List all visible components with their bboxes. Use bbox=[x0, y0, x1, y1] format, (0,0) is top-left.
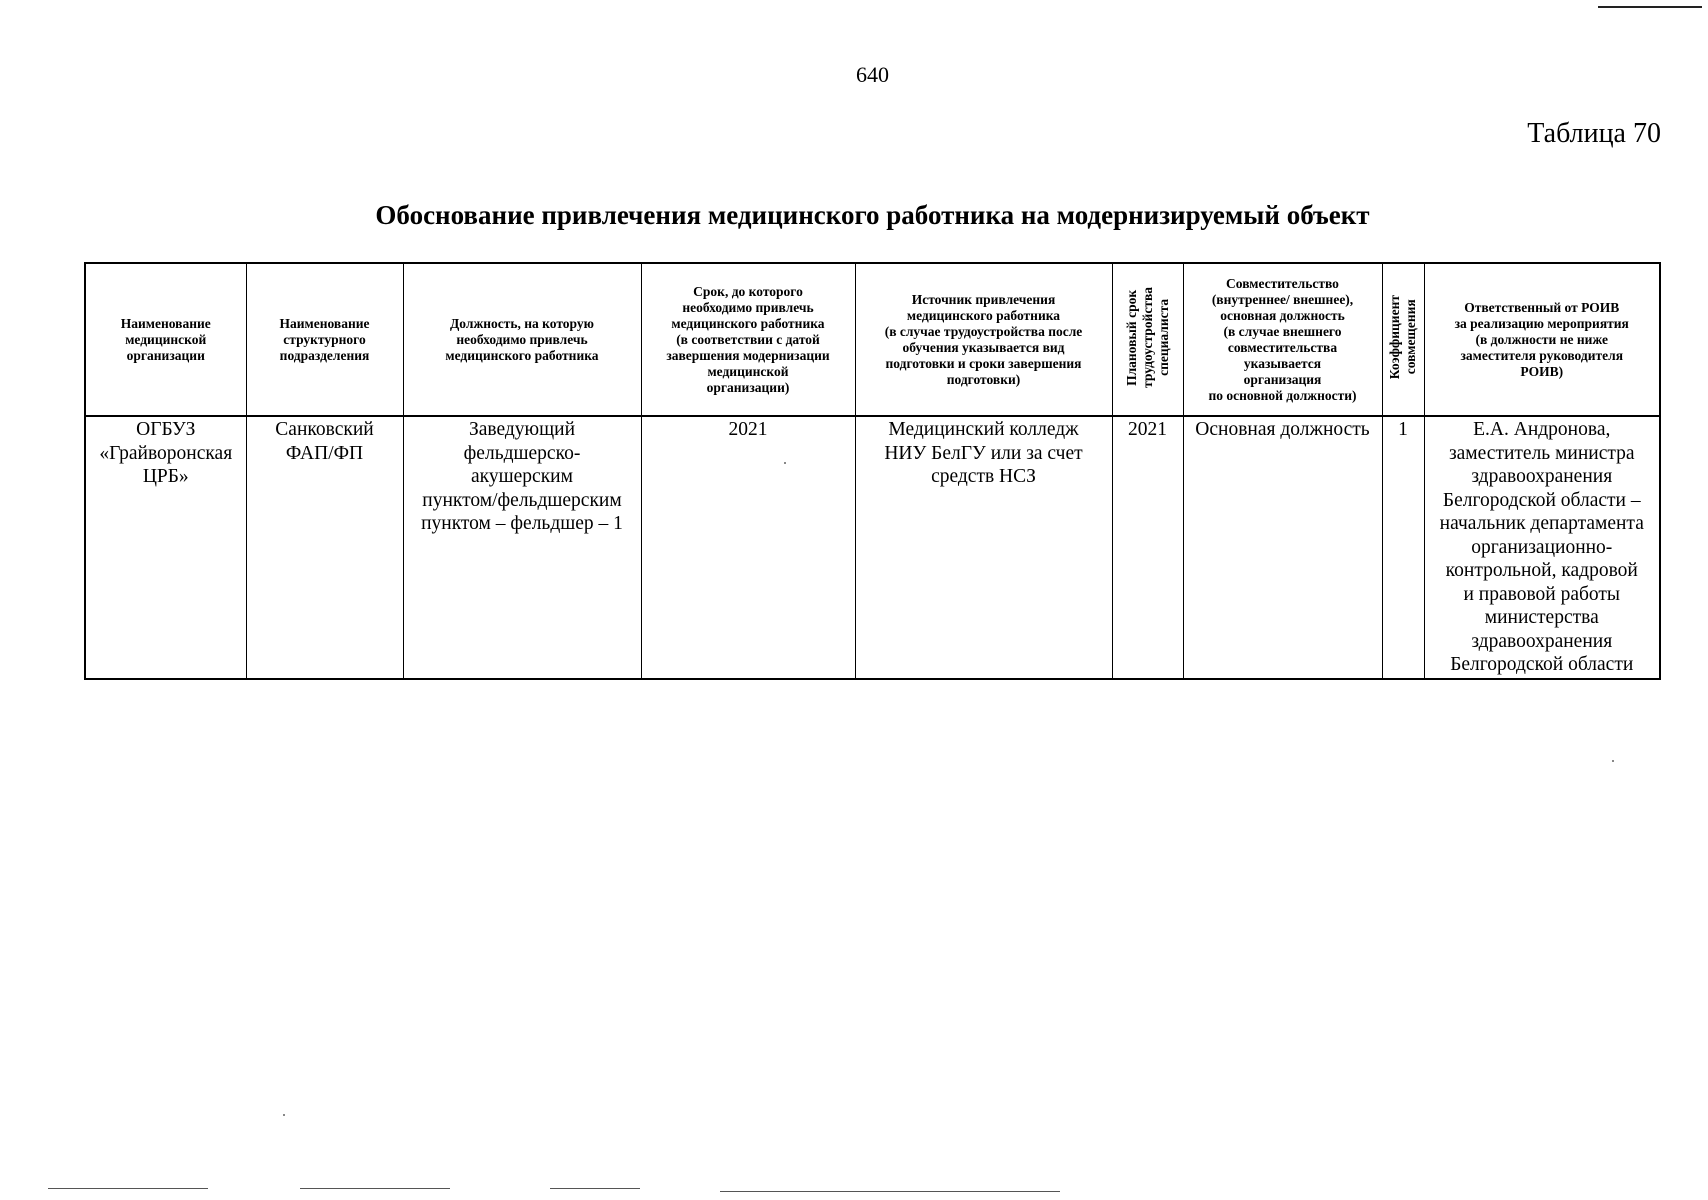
cell-deadline: 2021 bbox=[641, 416, 855, 679]
header-responsible: Ответственный от РОИВ за реализацию мероприятия (в должности не ниже заместителя руководителя РОИВ) bbox=[1424, 263, 1660, 416]
header-deadline: Срок, до которого необходимо привлечь медицинского работника (в соответствии с датой завершения модернизации медицинской организации) bbox=[641, 263, 855, 416]
table-label: Таблица 70 bbox=[1527, 118, 1661, 149]
header-part-time: Совместительство (внутреннее/ внешнее), основная должность (в случае внешнего совместительства указывается организация по основной должности) bbox=[1183, 263, 1382, 416]
scan-speck bbox=[283, 1114, 285, 1116]
cell-responsible: Е.А. Андронова, заместитель министра здравоохранения Белгородской области – начальник департамента организационно- контрольной, кадровой и правовой работы министерства здравоохранения Белгородской области bbox=[1424, 416, 1660, 679]
scan-rule bbox=[48, 1188, 208, 1189]
header-coefficient: Коэффициент совмещения bbox=[1387, 295, 1418, 380]
cell-subdivision: Санковский ФАП/ФП bbox=[246, 416, 403, 679]
table-row bbox=[85, 416, 1660, 679]
header-planned-date: Плановый срок трудоустройства специалиста bbox=[1123, 287, 1171, 388]
header-organization-name: Наименование медицинской организации bbox=[85, 263, 246, 416]
header-coefficient-cell bbox=[1382, 263, 1424, 416]
cell-position: Заведующий фельдшерско- акушерским пунктом/фельдшерским пунктом – фельдшер – 1 bbox=[403, 416, 641, 679]
table-header-row bbox=[85, 263, 1660, 416]
cell-planned-date: 2021 bbox=[1112, 416, 1183, 679]
header-planned-date-cell bbox=[1112, 263, 1183, 416]
cell-coefficient: 1 bbox=[1382, 416, 1424, 679]
cell-source: Медицинский колледж НИУ БелГУ или за счет средств НСЗ bbox=[855, 416, 1112, 679]
top-right-rule bbox=[1598, 6, 1702, 8]
scan-speck bbox=[1612, 760, 1614, 762]
scan-rule bbox=[550, 1188, 640, 1189]
cell-part-time: Основная должность bbox=[1183, 416, 1382, 679]
page-number: 640 bbox=[856, 62, 889, 87]
scan-rule bbox=[720, 1191, 1060, 1192]
header-subdivision-name: Наименование структурного подразделения bbox=[246, 263, 403, 416]
cell-organization: ОГБУЗ «Грайворонская ЦРБ» bbox=[85, 416, 246, 679]
scan-rule bbox=[300, 1188, 450, 1189]
scan-speck bbox=[784, 462, 786, 464]
header-source: Источник привлечения медицинского работника (в случае трудоустройства после обучения указывается вид подготовки и сроки завершения подготовки) bbox=[855, 263, 1112, 416]
header-position: Должность, на которую необходимо привлечь медицинского работника bbox=[403, 263, 641, 416]
document-title: Обоснование привлечения медицинского работника на модернизируемый объект bbox=[375, 200, 1370, 230]
justification-table bbox=[84, 262, 1661, 680]
